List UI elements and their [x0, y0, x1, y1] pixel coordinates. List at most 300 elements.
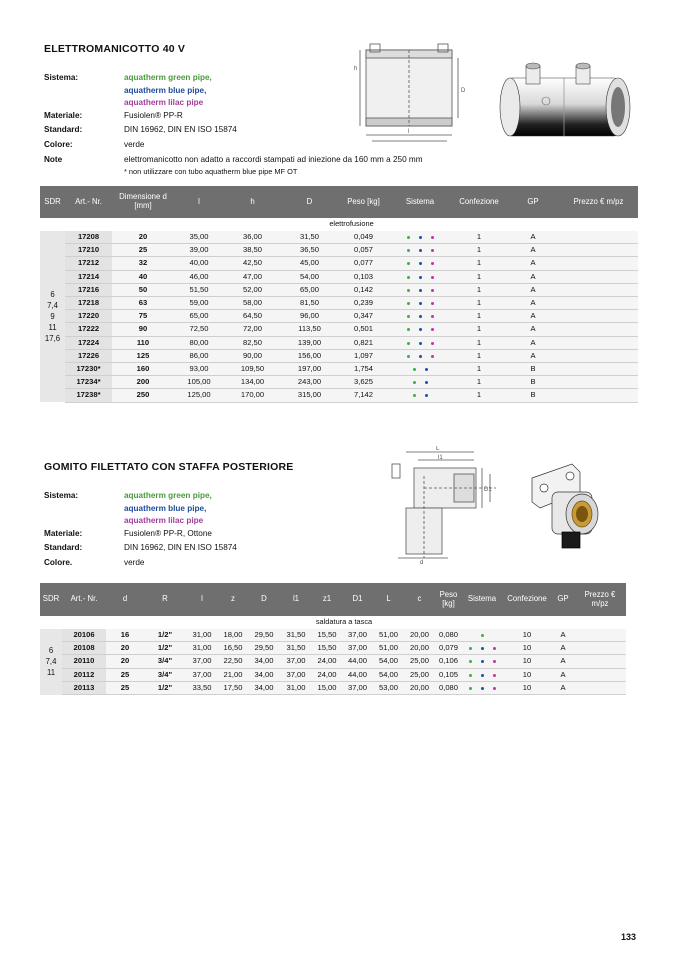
blue-system-dot: [481, 674, 484, 677]
green-system-dot: [407, 328, 410, 331]
D-cell: 156,00: [281, 349, 338, 362]
col-l1: l1: [280, 583, 312, 616]
peso-cell: 0,821: [338, 336, 389, 349]
d-cell: 25: [106, 681, 144, 694]
l1-cell: 31,00: [280, 681, 312, 694]
col-art-nr: Art.- Nr.: [65, 186, 112, 218]
table-row: [40, 629, 626, 642]
art-nr-cell: 20112: [62, 668, 106, 681]
green-system-dot: [413, 368, 416, 371]
c-cell: 20,00: [404, 681, 435, 694]
gp-cell: A: [552, 681, 574, 694]
lilac-system-dot: [431, 276, 434, 279]
sistema-cell: [462, 655, 502, 668]
h-cell: 38,50: [224, 244, 281, 257]
peso-cell: 0,077: [338, 257, 389, 270]
R-cell: 1/2": [144, 642, 186, 655]
gp-cell: A: [507, 323, 559, 336]
dimensione-cell: 110: [112, 336, 174, 349]
D1-cell: 37,00: [342, 629, 373, 642]
lilac-system-dot: [431, 315, 434, 318]
prezzo-cell: [559, 349, 638, 362]
col-prezzo: Prezzo € m/pz: [574, 583, 626, 616]
l-cell: 93,00: [174, 363, 224, 376]
table-row: [40, 681, 626, 694]
confezione-cell: 1: [451, 363, 507, 376]
gp-cell: B: [507, 389, 559, 402]
peso-cell: 7,142: [338, 389, 389, 402]
lilac-system-dot: [493, 647, 496, 650]
svg-text:L: L: [436, 446, 440, 452]
table-row: [40, 310, 638, 323]
peso-cell: 0,347: [338, 310, 389, 323]
section2-info: [44, 489, 364, 570]
peso-cell: 0,080: [435, 629, 462, 642]
D-cell: 34,00: [248, 681, 280, 694]
lilac-system-dot: [431, 328, 434, 331]
D1-cell: 44,00: [342, 668, 373, 681]
green-system-dot: [407, 249, 410, 252]
dimensione-cell: 40: [112, 270, 174, 283]
dimensione-cell: 50: [112, 283, 174, 296]
svg-text:l: l: [408, 129, 410, 135]
blue-system-dot: [481, 647, 484, 650]
sistema-dots: [481, 634, 484, 637]
l-cell: 72,50: [174, 323, 224, 336]
gp-cell: B: [507, 363, 559, 376]
R-cell: 3/4": [144, 655, 186, 668]
gp-cell: A: [552, 642, 574, 655]
R-cell: 1/2": [144, 629, 186, 642]
sistema-dots: [407, 302, 434, 305]
sistema-dots: [407, 249, 434, 252]
col-gp: GP: [552, 583, 574, 616]
z1-cell: 24,00: [312, 668, 342, 681]
peso-cell: 0,105: [435, 668, 462, 681]
d-cell: 20: [106, 655, 144, 668]
elbow-product-image: [522, 458, 612, 554]
table-row: [40, 297, 638, 310]
D-cell: 29,50: [248, 642, 280, 655]
art-nr-cell: 17224: [65, 336, 112, 349]
D-cell: 36,50: [281, 244, 338, 257]
label-sistema: Sistema:: [44, 73, 79, 82]
prezzo-cell: [559, 283, 638, 296]
table-row: [40, 336, 638, 349]
col-art-nr: Art.- Nr.: [62, 583, 106, 616]
peso-cell: 1,097: [338, 349, 389, 362]
sistema-cell: [462, 668, 502, 681]
green-system-dot: [469, 660, 472, 663]
D-cell: 243,00: [281, 376, 338, 389]
confezione-cell: 10: [502, 629, 552, 642]
D1-cell: 44,00: [342, 655, 373, 668]
sistema-cell: [389, 323, 451, 336]
D1-cell: 37,00: [342, 681, 373, 694]
lilac-system-dot: [493, 687, 496, 690]
table-row: [40, 349, 638, 362]
sistema-cell: [462, 642, 502, 655]
col-peso: Peso [kg]: [338, 186, 389, 218]
col-z1: z1: [312, 583, 342, 616]
D-cell: 34,00: [248, 655, 280, 668]
dimensione-cell: 32: [112, 257, 174, 270]
art-nr-cell: 17208: [65, 231, 112, 244]
l-cell: 46,00: [174, 270, 224, 283]
d-cell: 16: [106, 629, 144, 642]
sistema-dots: [407, 342, 434, 345]
system-green: aquatherm green pipe,: [124, 491, 212, 500]
table-row: [40, 389, 638, 402]
table-row: [40, 668, 626, 681]
sistema-cell: [389, 310, 451, 323]
sistema-cell: [389, 244, 451, 257]
green-system-dot: [469, 674, 472, 677]
materiale-value: Fusiolen® PP-R: [124, 110, 183, 120]
blue-system-dot: [419, 249, 422, 252]
svg-text:D: D: [461, 88, 466, 94]
d-cell: 25: [106, 668, 144, 681]
dimensione-cell: 25: [112, 244, 174, 257]
sdr-value: 7,4: [47, 301, 58, 311]
gp-cell: A: [552, 655, 574, 668]
peso-cell: 1,754: [338, 363, 389, 376]
sdr-cell: [40, 231, 65, 402]
prezzo-cell: [559, 389, 638, 402]
system-blue: aquatherm blue pipe,: [124, 85, 207, 95]
z1-cell: 15,50: [312, 629, 342, 642]
confezione-cell: 1: [451, 336, 507, 349]
prezzo-cell: [559, 270, 638, 283]
prezzo-cell: [559, 363, 638, 376]
D-cell: 45,00: [281, 257, 338, 270]
blue-system-dot: [419, 355, 422, 358]
gp-cell: A: [507, 270, 559, 283]
l1-cell: 31,50: [280, 629, 312, 642]
blue-system-dot: [481, 660, 484, 663]
h-cell: 90,00: [224, 349, 281, 362]
h-cell: 134,00: [224, 376, 281, 389]
lilac-system-dot: [431, 289, 434, 292]
h-cell: 52,00: [224, 283, 281, 296]
col-confezione: Confezione: [451, 186, 507, 218]
art-nr-cell: 17218: [65, 297, 112, 310]
sistema-cell: [389, 376, 451, 389]
l-cell: 51,50: [174, 283, 224, 296]
D-cell: 96,00: [281, 310, 338, 323]
R-cell: 3/4": [144, 668, 186, 681]
l-cell: 125,00: [174, 389, 224, 402]
h-cell: 72,00: [224, 323, 281, 336]
peso-cell: 3,625: [338, 376, 389, 389]
sistema-dots: [469, 647, 496, 650]
l-cell: 31,00: [186, 642, 218, 655]
gp-cell: A: [507, 349, 559, 362]
c-cell: 20,00: [404, 629, 435, 642]
D-cell: 29,50: [248, 629, 280, 642]
L-cell: 51,00: [373, 629, 404, 642]
sistema-dots: [407, 315, 434, 318]
z-cell: 18,00: [218, 629, 248, 642]
art-nr-cell: 17238*: [65, 389, 112, 402]
peso-cell: 0,501: [338, 323, 389, 336]
L-cell: 54,00: [373, 655, 404, 668]
h-cell: 42,50: [224, 257, 281, 270]
h-cell: 82,50: [224, 336, 281, 349]
green-system-dot: [469, 647, 472, 650]
L-cell: 53,00: [373, 681, 404, 694]
gp-cell: A: [507, 244, 559, 257]
confezione-cell: 1: [451, 389, 507, 402]
confezione-cell: 1: [451, 323, 507, 336]
green-system-dot: [407, 342, 410, 345]
dimensione-cell: 125: [112, 349, 174, 362]
table-row: [40, 244, 638, 257]
D-cell: 31,50: [281, 231, 338, 244]
sistema-cell: [389, 231, 451, 244]
svg-text:h: h: [354, 66, 358, 72]
prezzo-cell: [559, 257, 638, 270]
art-nr-cell: 17234*: [65, 376, 112, 389]
l1-cell: 37,00: [280, 655, 312, 668]
confezione-cell: 1: [451, 349, 507, 362]
coupling-product-image: [496, 56, 641, 142]
green-system-dot: [481, 634, 484, 637]
col-l: l: [174, 186, 224, 218]
sdr-value: 6: [48, 646, 54, 656]
dimensione-cell: 75: [112, 310, 174, 323]
svg-text:d: d: [420, 560, 424, 564]
gp-cell: A: [552, 668, 574, 681]
label-note: Note: [44, 154, 63, 164]
c-cell: 25,00: [404, 655, 435, 668]
confezione-cell: 10: [502, 668, 552, 681]
sdr-value: 6: [50, 290, 55, 300]
art-nr-cell: 20110: [62, 655, 106, 668]
lilac-system-dot: [493, 660, 496, 663]
col-peso: Peso [kg]: [435, 583, 462, 616]
label-materiale: Materiale:: [44, 528, 83, 538]
confezione-cell: 10: [502, 681, 552, 694]
blue-system-dot: [481, 687, 484, 690]
sistema-dots: [407, 262, 434, 265]
l-cell: 35,00: [174, 231, 224, 244]
confezione-cell: 10: [502, 642, 552, 655]
gp-cell: A: [507, 336, 559, 349]
col-confezione: Confezione: [502, 583, 552, 616]
sistema-cell: [389, 297, 451, 310]
green-system-dot: [413, 394, 416, 397]
sistema-cell: [462, 629, 502, 642]
sdr-value: 7,4: [45, 657, 57, 667]
c-cell: 25,00: [404, 668, 435, 681]
h-cell: 36,00: [224, 231, 281, 244]
sdr-value: 17,6: [44, 334, 61, 344]
col-dimensione: Dimensione d [mm]: [112, 186, 174, 218]
l-cell: 105,00: [174, 376, 224, 389]
confezione-cell: 1: [451, 297, 507, 310]
sistema-dots: [469, 660, 496, 663]
sistema-dots: [407, 355, 434, 358]
blue-system-dot: [419, 289, 422, 292]
peso-cell: 0,106: [435, 655, 462, 668]
sistema-cell: [389, 336, 451, 349]
dimensione-cell: 160: [112, 363, 174, 376]
z-cell: 16,50: [218, 642, 248, 655]
l-cell: 86,00: [174, 349, 224, 362]
confezione-cell: 1: [451, 310, 507, 323]
l1-cell: 31,50: [280, 642, 312, 655]
z1-cell: 24,00: [312, 655, 342, 668]
section1-table: [40, 186, 638, 403]
col-D: D: [281, 186, 338, 218]
table-row: [40, 376, 638, 389]
sistema-cell: [389, 283, 451, 296]
svg-text:D1: D1: [484, 487, 492, 493]
peso-cell: 0,057: [338, 244, 389, 257]
table-row: [40, 323, 638, 336]
section2-title: GOMITO FILETTATO CON STAFFA POSTERIORE: [44, 461, 294, 473]
green-system-dot: [469, 687, 472, 690]
l-cell: 33,50: [186, 681, 218, 694]
art-nr-cell: 17226: [65, 349, 112, 362]
prezzo-cell: [559, 297, 638, 310]
sistema-dots: [413, 394, 428, 397]
label-sistema: Sistema:: [44, 491, 79, 500]
confezione-cell: 1: [451, 244, 507, 257]
confezione-cell: 1: [451, 270, 507, 283]
table-row: [40, 257, 638, 270]
svg-text:l1: l1: [438, 455, 443, 461]
sistema-cell: [389, 389, 451, 402]
gp-cell: A: [507, 310, 559, 323]
h-cell: 109,50: [224, 363, 281, 376]
sistema-dots: [407, 289, 434, 292]
col-sistema: Sistema: [462, 583, 502, 616]
z1-cell: 15,00: [312, 681, 342, 694]
elbow-technical-drawing: [378, 446, 500, 564]
art-nr-cell: 17214: [65, 270, 112, 283]
blue-system-dot: [425, 394, 428, 397]
prezzo-cell: [559, 323, 638, 336]
table-row: [40, 270, 638, 283]
L-cell: 54,00: [373, 668, 404, 681]
art-nr-cell: 17230*: [65, 363, 112, 376]
label-standard: Standard:: [44, 125, 83, 135]
art-nr-cell: 17220: [65, 310, 112, 323]
blue-system-dot: [419, 302, 422, 305]
sistema-dots: [469, 687, 496, 690]
green-system-dot: [407, 276, 410, 279]
system-blue: aquatherm blue pipe,: [124, 503, 207, 513]
lilac-system-dot: [431, 342, 434, 345]
lilac-system-dot: [431, 355, 434, 358]
col-d: d: [106, 583, 144, 616]
blue-system-dot: [425, 381, 428, 384]
peso-cell: 0,049: [338, 231, 389, 244]
note-footnote: * non utilizzare con tubo aquatherm blue pipe MF OT: [124, 166, 298, 176]
D-cell: 139,00: [281, 336, 338, 349]
label-materiale: Materiale:: [44, 110, 83, 120]
col-prezzo: Prezzo € m/pz: [559, 186, 638, 218]
l-cell: 80,00: [174, 336, 224, 349]
D-cell: 81,50: [281, 297, 338, 310]
green-system-dot: [407, 262, 410, 265]
standard-value: DIN 16962, DIN EN ISO 15874: [124, 125, 237, 135]
sdr-value: 11: [46, 668, 56, 678]
h-cell: 47,00: [224, 270, 281, 283]
table-subheader: elettrofusione: [65, 218, 638, 231]
lilac-system-dot: [431, 302, 434, 305]
peso-cell: 0,103: [338, 270, 389, 283]
system-green: aquatherm green pipe,: [124, 73, 212, 82]
R-cell: 1/2": [144, 681, 186, 694]
confezione-cell: 1: [451, 257, 507, 270]
sistema-cell: [462, 681, 502, 694]
col-l: l: [186, 583, 218, 616]
sdr-value: 11: [48, 323, 57, 333]
l-cell: 37,00: [186, 655, 218, 668]
l-cell: 40,00: [174, 257, 224, 270]
L-cell: 51,00: [373, 642, 404, 655]
l-cell: 65,00: [174, 310, 224, 323]
l-cell: 31,00: [186, 629, 218, 642]
section1-title: ELETTROMANICOTTO 40 V: [44, 43, 186, 55]
prezzo-cell: [559, 244, 638, 257]
l-cell: 37,00: [186, 668, 218, 681]
sistema-cell: [389, 349, 451, 362]
sistema-dots: [469, 674, 496, 677]
col-sistema: Sistema: [389, 186, 451, 218]
prezzo-cell: [559, 231, 638, 244]
label-standard: Standard:: [44, 543, 83, 553]
col-z: z: [218, 583, 248, 616]
col-gp: GP: [507, 186, 559, 218]
peso-cell: 0,079: [435, 642, 462, 655]
art-nr-cell: 20108: [62, 642, 106, 655]
table-subheader: saldatura a tasca: [62, 616, 626, 629]
l-cell: 59,00: [174, 297, 224, 310]
sistema-dots: [407, 328, 434, 331]
lilac-system-dot: [431, 236, 434, 239]
col-sdr: SDR: [40, 186, 65, 218]
d-cell: 20: [106, 642, 144, 655]
blue-system-dot: [419, 315, 422, 318]
prezzo-cell: [574, 668, 626, 681]
h-cell: 64,50: [224, 310, 281, 323]
col-h: h: [224, 186, 281, 218]
colore-value: verde: [124, 139, 145, 149]
green-system-dot: [407, 236, 410, 239]
col-R: R: [144, 583, 186, 616]
D-cell: 113,50: [281, 323, 338, 336]
label-colore: Colore.: [44, 557, 73, 567]
blue-system-dot: [419, 342, 422, 345]
lilac-system-dot: [431, 249, 434, 252]
D-cell: 34,00: [248, 668, 280, 681]
gp-cell: A: [552, 629, 574, 642]
blue-system-dot: [419, 328, 422, 331]
peso-cell: 0,239: [338, 297, 389, 310]
gp-cell: A: [507, 257, 559, 270]
c-cell: 20,00: [404, 642, 435, 655]
D-cell: 315,00: [281, 389, 338, 402]
gp-cell: A: [507, 231, 559, 244]
gp-cell: A: [507, 297, 559, 310]
sdr-value: 9: [50, 312, 55, 322]
gp-cell: A: [507, 283, 559, 296]
h-cell: 58,00: [224, 297, 281, 310]
